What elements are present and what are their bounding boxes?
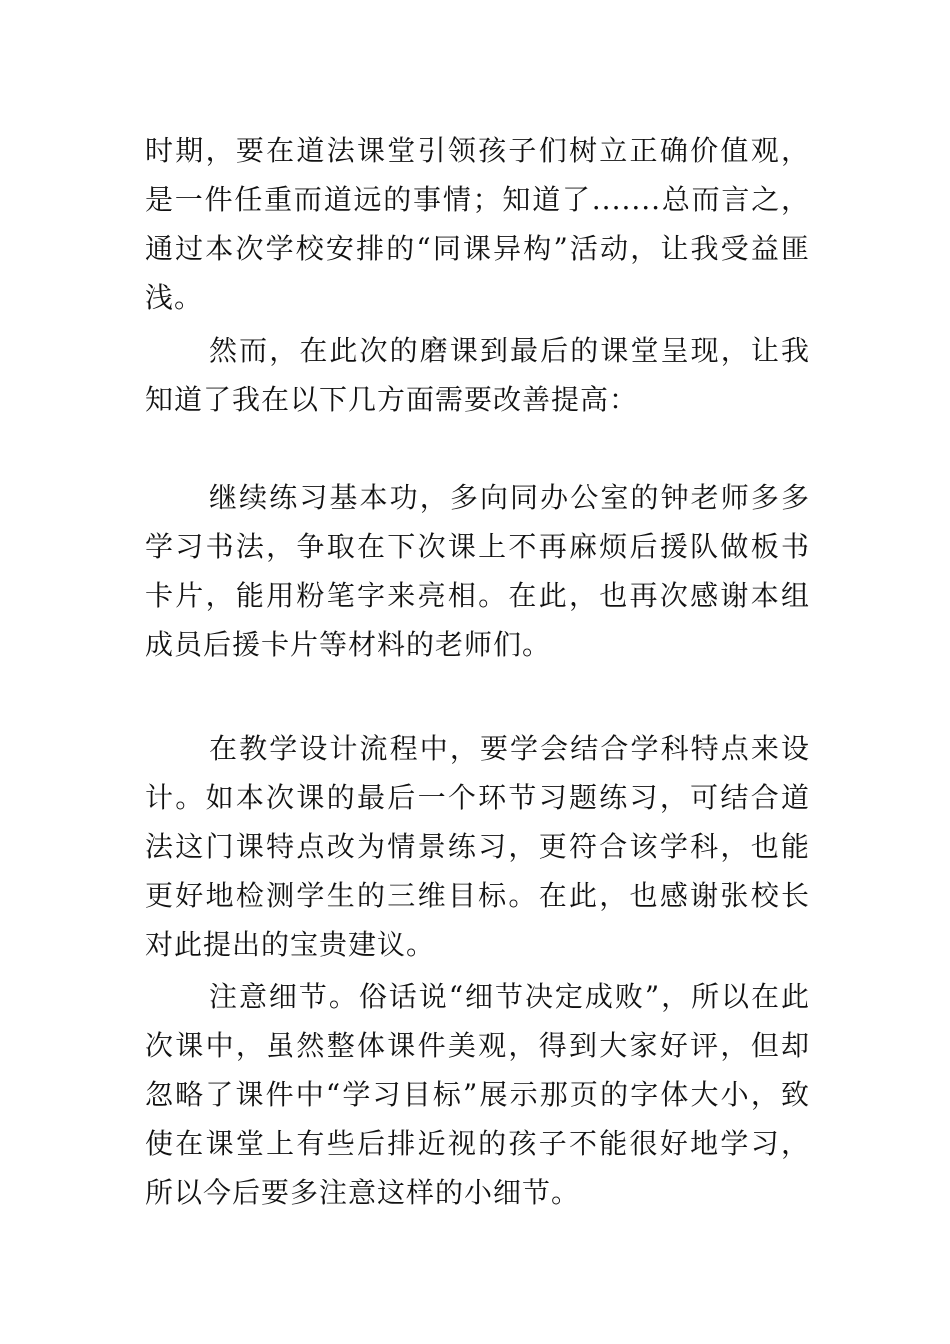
paragraph-continuation: 时期，要在道法课堂引领孩子们树立正确价值观，是一件任重而道远的事情；知道了.......总而言之，通过本次学校安排的“同课异构”活动，让我受益匪浅。 xyxy=(145,134,810,314)
paragraph-teaching-design: 在教学设计流程中，要学会结合学科特点来设计。如本次课的最后一个环节习题练习，可结合道法这门课特点改为情景练习，更符合该学科，也能更好地检测学生的三维目标。在此，也感谢张校长对此提出的宝贵建议。 xyxy=(145,732,810,961)
paragraph-attention-to-detail: 注意细节。俗话说“细节决定成败”，所以在此次课中，虽然整体课件美观，得到大家好评，但却忽略了课件中“学习目标”展示那页的字体大小，致使在课堂上有些后排近视的孩子不能很好地学习，所以今后要多注意这样的小细节。 xyxy=(145,980,810,1209)
paragraph-basic-skills: 继续练习基本功，多向同办公室的钟老师多多学习书法，争取在下次课上不再麻烦后援队做板书卡片，能用粉笔字来亮相。在此，也再次感谢本组成员后援卡片等材料的老师们。 xyxy=(145,481,810,661)
paragraph-improvements-intro: 然而，在此次的磨课到最后的课堂呈现，让我知道了我在以下几方面需要改善提高： xyxy=(145,334,810,416)
